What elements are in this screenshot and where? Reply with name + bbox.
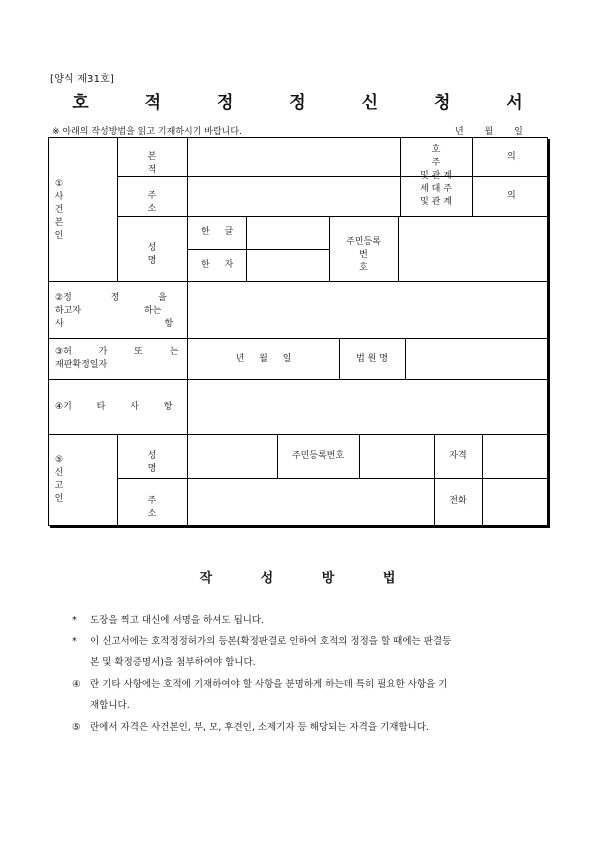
domicile-field[interactable] [188, 139, 399, 175]
instruction-item [72, 631, 547, 673]
qualification-label: 자격 [449, 451, 467, 461]
reporter-rrn-label: 주민등록번호 [291, 451, 345, 461]
reporter-rrn-field[interactable] [360, 435, 433, 477]
head-relation-field[interactable] [473, 139, 527, 175]
head-relation-suffix: 의 [507, 152, 516, 162]
address-field[interactable] [188, 177, 399, 215]
instruction-continuation: 본 및 확정증명서)을 첨부하여야 합니다. [90, 657, 256, 668]
hangul-label: 한 글 [201, 227, 240, 237]
other-matters-field[interactable] [188, 380, 546, 433]
court-name-field[interactable] [406, 339, 546, 378]
phone-label: 전화 [449, 496, 467, 506]
qualification-field[interactable] [483, 435, 546, 477]
phone-field[interactable] [483, 479, 546, 524]
correction-details-field[interactable] [188, 282, 546, 337]
reporter-name-label: 성 명 [147, 451, 181, 474]
address-label: 주 소 [147, 191, 181, 214]
rrn-label: 주민등록 번 호 [346, 237, 382, 273]
hangul-name-field[interactable] [247, 217, 328, 248]
household-suffix: 의 [507, 191, 516, 201]
hanja-label: 한 자 [201, 260, 240, 270]
section2-label: ②정 정 을 하고자 하는 사 항 [55, 293, 174, 329]
section1-label: ① 사 건 본 인 [54, 179, 64, 241]
date-header: 년 월 일 [455, 127, 523, 137]
head-relation-label: 호 주 및 관 계 [420, 145, 457, 181]
instruction-item [72, 674, 547, 716]
household-head-field[interactable] [473, 177, 527, 215]
instruction-item [72, 717, 547, 738]
instruction-mark: ⑤ [72, 722, 81, 733]
method-title: 작 성 방 법 [199, 571, 418, 586]
notice-text: ※ 아래의 작성방법을 읽고 기재하시기 바랍니다. [52, 127, 242, 137]
application-form-table [48, 137, 548, 526]
instruction-text: 란 기타 사항에는 호적에 기재하여야 할 사항을 분명하게 하는데 특히 필요한 사항을 기 [90, 679, 448, 690]
rrn-field[interactable] [399, 217, 546, 280]
reporter-address-field[interactable] [188, 479, 433, 524]
domicile-label: 본 적 [147, 152, 181, 175]
instruction-mark: * [72, 615, 77, 626]
section4-label: ④기 타 사 항 [55, 402, 173, 412]
instruction-text: 이 신고서에는 호적정정허가의 등본(확정판결로 인하여 호적의 정정을 할 때에는 판결등 [90, 636, 452, 647]
reporter-name-field[interactable] [188, 435, 276, 477]
instruction-item [72, 610, 547, 631]
household-head-label: 세 대 주 및 관 계 [420, 184, 452, 207]
instruction-text: 란에서 자격은 사건본인, 부, 모, 후견인, 소제기자 등 해당되는 자격을 기재합니다. [90, 722, 429, 733]
hanja-name-field[interactable] [247, 250, 328, 280]
instruction-mark: ④ [72, 679, 81, 690]
instruction-mark: * [72, 636, 77, 647]
name-label: 성 명 [147, 243, 181, 266]
form-number: [양식 제31호] [50, 74, 115, 85]
instruction-text: 도장을 찍고 대신에 서명을 하셔도 됩니다. [90, 615, 265, 626]
row-divider [49, 434, 547, 435]
col-divider [434, 434, 435, 525]
section5-label: ⑤ 신 고 인 [54, 455, 64, 504]
court-name-label: 법 원 명 [356, 354, 388, 364]
section3-label: ③허 가 또 는 재판확정일자 [55, 347, 179, 370]
judgment-date-field[interactable]: 년 월 일 [235, 354, 292, 364]
form-title: 호 적 정 정 신 청 서 [72, 93, 548, 113]
instruction-continuation: 재합니다. [90, 700, 130, 711]
reporter-address-label: 주 소 [147, 496, 181, 519]
